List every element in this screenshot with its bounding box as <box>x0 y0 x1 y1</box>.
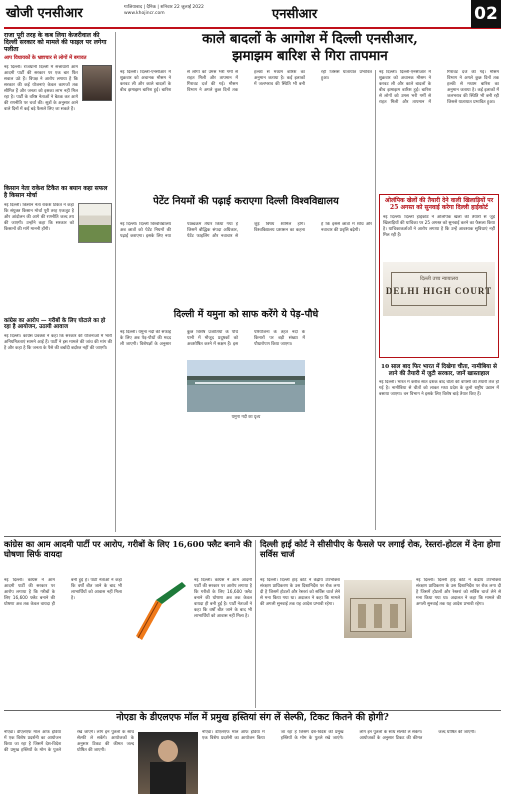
yamuna-river-photo <box>187 360 305 412</box>
congress-body-right <box>194 578 252 706</box>
noida-headline: नोएडा के डीएलएफ मॉल में प्रमुख हस्तियां संग लें सेल्फी, टिकट कितने की होगी? <box>116 712 389 723</box>
noida-body-right <box>202 730 501 796</box>
left-top-body: नई दिल्ली। राजधानी दिल्ली में सत्ताधारी आम आदमी पार्टी की सरकार पर एक बार फिर सवाल उठे हैं। विपक्ष ने आरोप लगाया है कि सरकार की कई योजनाएं केवल कागजों तक सीमित हैं और जनता को इसका लाभ नहीं मिल रहा है। पार्टी के वरिष्ठ नेताओं ने बैठक कर आगे की रणनीति पर चर्चा की। सूत्रों के अनुसार आने वाले दिनों में कई बड़े फैसले लिए जा सकते हैं। <box>4 64 78 112</box>
horizontal-divider-1 <box>4 536 501 537</box>
lead-continuation-body: नई दिल्ली। दिल्ली-एनसीआर में शुक्रवार को अचानक मौसम ने करवट ली और काले बादलों के बीच झमाझम बारिश हुई। बारिश से लोगों को उमस भरी गर्मी से राहत मिली और तापमान में गिरावट दर्ज की गई। मौसम विभाग ने अगले कुछ दिनों तक हल्की से मध्यम बारिश का अनुमान जताया है। कई इलाकों में जलभराव की स्थिति भी बनी रही जिससे यातायात प्रभावित हुआ। <box>379 70 499 105</box>
left-middle-body: नई दिल्ली। किसान नेता राकेश टिकैत ने कहा कि संयुक्त किसान मोर्चा पूरी तरह एकजुट है और आंदोलन की आगे की रणनीति जल्द तय की जाएगी। उन्होंने कहा कि सरकार को किसानों की मांगें माननी होंगी। <box>4 202 74 232</box>
aap-broom-graphic <box>126 580 190 642</box>
yamuna-body: नई दिल्ली। यमुना नदी की सफाई के लिए अब पेड़-पौधों की मदद ली जाएगी। विशेषज्ञों के अनुसार कुछ विशेष प्रजातियों के पौधे पानी में मौजूद प्रदूषकों को अवशोषित करने में सक्षम हैं। इस परियोजना के तहत नदी के किनारों पर बड़ी संख्या में पौधारोपण किया जाएगा। <box>120 330 305 347</box>
brand-logo: खोजी एनसीआर <box>6 6 83 21</box>
hc-body-left <box>260 578 340 706</box>
congress-story <box>4 540 252 559</box>
lead-story <box>120 32 500 64</box>
hc-body-cont: नई दिल्ली। दिल्ली हाई कोर्ट ने केंद्रीय उपभोक्ता संरक्षण प्राधिकरण के उस दिशानिर्देश पर रोक लगा दी है जिसमें होटलों और रेस्तरां को सर्विस चार्ज लेने से मना किया गया था। अदालत ने कहा कि मामले की अगली सुनवाई तक यह आदेश प्रभावी रहेगा। <box>416 578 501 607</box>
hc-headline: दिल्ली हाई कोर्ट ने सीसीपीए के फैसले पर लगाई रोक, रेस्तरां-होटल में देना होगा सर्विस चार्ज <box>260 539 501 559</box>
hc-story <box>260 540 501 559</box>
right-top-headline: ओलंपिक खेलों की तैयारी देने वाली खिलाड़ियों पर 25 अगस्त को सुनवाई करेगा दिल्ली हाईकोर्ट <box>384 197 494 211</box>
left-bottom-headline: कांग्रेस का आरोप — गरीबों के लिए घोटाले का हो रहा है आयोजन, उठायी आवाज <box>4 318 106 331</box>
lead-headline-line1: काले बादलों के आगोश में दिल्ली एनसीआर, <box>202 31 418 47</box>
yamuna-story <box>120 310 372 321</box>
celebrity-statue-photo <box>138 732 198 794</box>
high-court-label: DELHI HIGH COURT <box>385 285 493 296</box>
congress-body: नई दिल्ली। कांग्रेस ने आम आदमी पार्टी की सरकार पर आरोप लगाया है कि गरीबों के लिए 16,600 फ्लैट बनाने की घोषणा अब तक केवल वायदा ही बनी हुई है। पार्टी नेताओं ने कहा कि वर्षों बीत जाने के बाद भी लाभार्थियों को आवास नहीं मिला है। <box>4 578 122 607</box>
yamuna-photo-caption: यमुना नदी का दृश्य <box>231 414 261 419</box>
column-divider-bottom <box>255 540 256 708</box>
lead-body-columns <box>120 70 372 192</box>
right-top-story <box>379 194 499 358</box>
high-court-photo <box>383 262 495 316</box>
lead-continuation <box>379 70 499 190</box>
congress-body-cont: नई दिल्ली। कांग्रेस ने आम आदमी पार्टी की सरकार पर आरोप लगाया है कि गरीबों के लिए 16,600 फ्लैट बनाने की घोषणा अब तक केवल वायदा ही बनी हुई है। पार्टी नेताओं ने कहा कि वर्षों बीत जाने के बाद भी लाभार्थियों को आवास नहीं मिला है। <box>194 578 252 619</box>
header-meta <box>124 5 274 17</box>
tikait-photo <box>78 203 112 243</box>
lead-body: नई दिल्ली। दिल्ली-एनसीआर में शुक्रवार को अचानक मौसम ने करवट ली और काले बादलों के बीच झमाझम बारिश हुई। बारिश से लोगों को उमस भरी गर्मी से राहत मिली और तापमान में गिरावट दर्ज की गई। मौसम विभाग ने अगले कुछ दिनों तक हल्की से मध्यम बारिश का अनुमान जताया है। कई इलाकों में जलभराव की स्थिति भी बनी रही जिससे यातायात प्रभावित हुआ। <box>120 70 372 93</box>
broom-icon <box>126 580 190 642</box>
petent-body: नई दिल्ली। दिल्ली विश्वविद्यालय अब छात्रों को पेटेंट नियमों की पढ़ाई कराएगा। इसके लिए नया पाठ्यक्रम तैयार किया गया है जिसमें बौद्धिक संपदा अधिकार, पेटेंट फाइलिंग और नवाचार से जुड़े विषय शामिल होंगे। विश्वविद्यालय प्रशासन का कहना है कि इससे छात्रों में शोध और नवाचार की प्रवृत्ति बढ़ेगी। <box>120 222 372 239</box>
hc-body-right <box>416 578 501 706</box>
left-middle-headline: किसान नेता राकेश टिकैत का बयान कहा सफल है किसान मोर्चा <box>4 185 108 199</box>
portrait-photo <box>82 65 112 101</box>
right-mid-story <box>379 364 499 500</box>
section-title: एनसीआर <box>272 7 318 22</box>
noida-body-cont: नोएडा। डीएलएफ मॉल ऑफ इंडिया में एक विशेष प्रदर्शनी का आयोजन किया जा रहा है जिसमें देश-विदेश की प्रमुख हस्तियों के मोम के पुतले रखे जाएंगे। लोग इन पुतलों के साथ सेल्फी ले सकेंगे। आयोजकों के अनुसार टिकट की कीमत जल्द घोषित की जाएगी। <box>202 730 476 741</box>
header-date: गाजियाबाद | दैनिक | शनिवार 22 जुलाई 2022 <box>124 5 204 10</box>
column-divider <box>115 32 116 532</box>
left-bottom-body: नई दिल्ली। कांग्रेस प्रवक्ता ने कहा कि सरकार की योजनाओं में भारी अनियमितताएं सामने आई हैं। पार्टी ने इस मामले की जांच की मांग की है और कहा है कि जनता के पैसे की बर्बादी बर्दाश्त नहीं की जाएगी। <box>4 333 112 351</box>
congress-body-columns <box>4 578 122 706</box>
left-middle-story <box>4 186 112 283</box>
yamuna-headline: दिल्ली में यमुना को साफ करेंगे ये पेड़-पौधे <box>173 309 319 320</box>
column-divider-right <box>375 70 376 530</box>
petent-headline: पेटेंट नियमों की पढ़ाई कराएगा दिल्ली विश्वविद्यालय <box>153 196 339 207</box>
right-top-body: नई दिल्ली। दिल्ली हाईकोर्ट ने ओलंपिक खेलों की तैयारी से जुड़े खिलाड़ियों की याचिका पर 25 अगस्त को सुनवाई करने का फैसला किया है। याचिकाकर्ताओं ने आरोप लगाया है कि उन्हें आवश्यक सुविधाएं नहीं मिल रही हैं। <box>383 214 495 238</box>
noida-body: नोएडा। डीएलएफ मॉल ऑफ इंडिया में एक विशेष प्रदर्शनी का आयोजन किया जा रहा है जिसमें देश-विदेश की प्रमुख हस्तियों के मोम के पुतले रखे जाएंगे। लोग इन पुतलों के साथ सेल्फी ले सकेंगे। आयोजकों के अनुसार टिकट की कीमत जल्द घोषित की जाएगी। <box>4 730 134 753</box>
hc-body: नई दिल्ली। दिल्ली हाई कोर्ट ने केंद्रीय उपभोक्ता संरक्षण प्राधिकरण के उस दिशानिर्देश पर रोक लगा दी है जिसमें होटलों और रेस्तरां को सर्विस चार्ज लेने से मना किया गया था। अदालत ने कहा कि मामले की अगली सुनवाई तक यह आदेश प्रभावी रहेगा। <box>260 578 340 607</box>
petent-body-columns <box>120 222 372 306</box>
lead-headline-line2: झमाझम बारिश से गिरा तापमान <box>232 47 388 64</box>
left-top-headline: राजा पूरी तरह के कब लिया केजरीवाल की दिल्ली सरकार को मामले की फाइल पर लगेगा पलीता <box>4 32 107 54</box>
left-top-subline: आप विधायकों के भ्रष्टाचार से लोगों में बगावत <box>4 55 87 62</box>
page-number: 02 <box>471 0 501 28</box>
noida-body-left <box>4 730 134 796</box>
congress-headline: कांग्रेस का आम आदमी पार्टी पर आरोप, गरीबों के लिए 16,600 फ्लैट बनाने की घोषणा सिर्फ वायदा <box>4 539 252 559</box>
page-header <box>4 3 501 29</box>
right-mid-headline: 10 साल बाद फिर भारत में दिखेगा चीता, नामीबिया से लाने की तैयारी में जुटी सरकार, जानें खास्ताहाल <box>381 364 497 377</box>
noida-story <box>4 713 501 724</box>
horizontal-divider-2 <box>4 710 501 711</box>
petent-story <box>120 196 372 208</box>
header-website: www.khojincr.com <box>124 11 165 16</box>
high-court-hindi-label: दिल्ली उच्च न्यायालय <box>419 275 459 282</box>
court-building-photo <box>344 580 412 638</box>
right-mid-body: नई दिल्ली। भारत में करीब सात दशक बाद चीतों की वापसी की तैयारी तेज हो गई है। नामीबिया से चीतों को लाकर मध्य प्रदेश के कूनो राष्ट्रीय उद्यान में बसाया जाएगा। वन विभाग ने इसके लिए विशेष बाड़े तैयार किए हैं। <box>379 380 499 398</box>
left-top-story <box>4 32 112 170</box>
left-bottom-story <box>4 318 112 524</box>
